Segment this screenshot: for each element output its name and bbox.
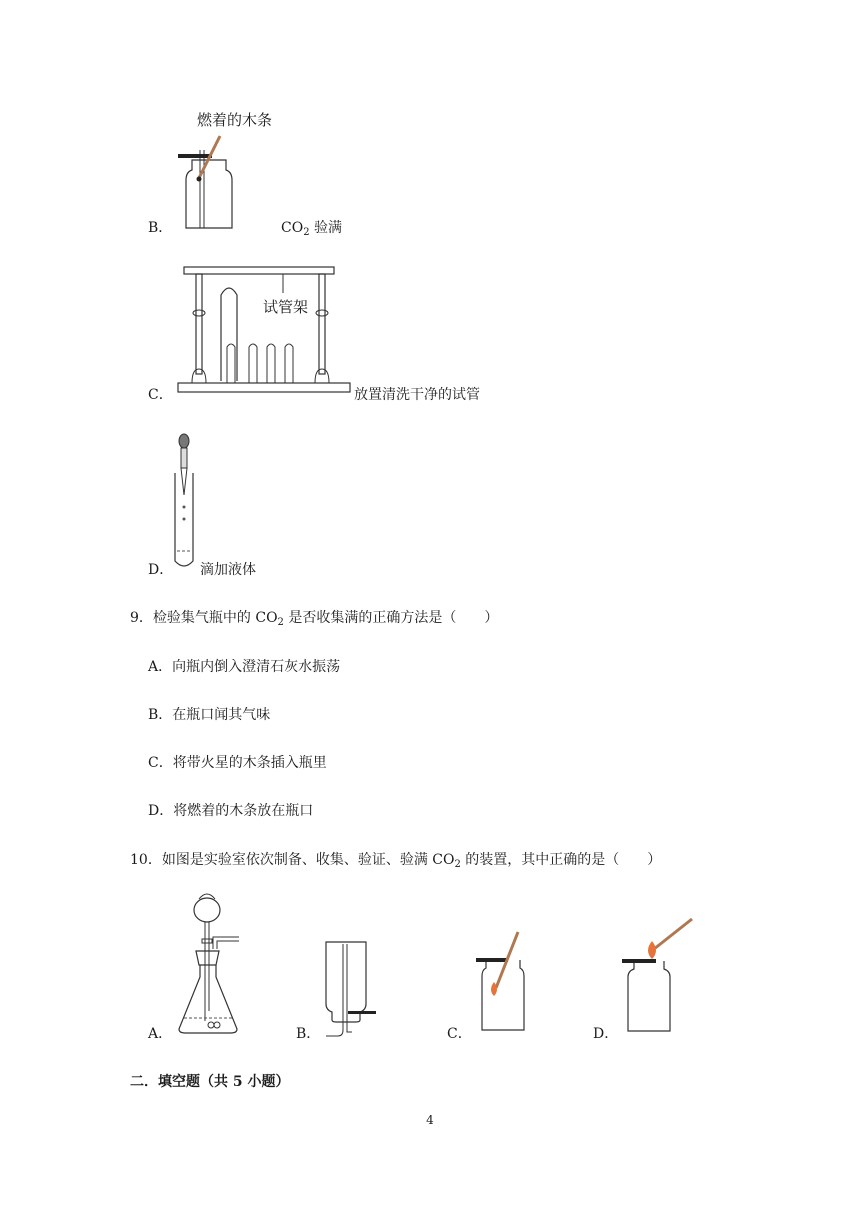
test-tube-rack-figure [176, 265, 354, 395]
option-b-caption: $CO_2$ 验满 [281, 220, 343, 238]
burning-stick-label: 燃着的木条 [197, 111, 273, 129]
section-title: 二．填空题（共 5 小题） [130, 1074, 290, 1090]
option-c-caption: 放置清洗干净的试管 [354, 387, 480, 403]
q10-letter-b: B． [296, 1026, 321, 1042]
question-9-option-b: B．在瓶口闻其气味 [148, 707, 271, 723]
question-9-stem: 9．检验集气瓶中的 $CO_2$ 是否收集满的正确方法是（ ） [130, 610, 499, 628]
co2-verify-figure [474, 930, 534, 1032]
dropper-figure [170, 433, 200, 573]
option-d-caption: 滴加液体 [200, 562, 256, 578]
q10-letter-c: C． [447, 1026, 472, 1042]
question-10-stem: 10．如图是实验室依次制备、收集、验证、验满 $CO_2$ 的装置，其中正确的是（ ） [130, 852, 662, 870]
rack-label: 试管架 [263, 298, 309, 316]
question-9-option-d: D．将燃着的木条放在瓶口 [148, 803, 314, 819]
question-9-option-c: C．将带火星的木条插入瓶里 [148, 755, 327, 771]
option-d-letter: D． [148, 562, 174, 578]
co2-generator-figure [175, 893, 245, 1039]
co2-full-test-figure [172, 128, 242, 228]
option-b-letter: B． [148, 220, 173, 236]
q10-letter-a: A． [148, 1026, 173, 1042]
q10-letter-d: D． [593, 1026, 619, 1042]
co2-full-check-figure [620, 915, 700, 1033]
question-9-option-a: A．向瓶内倒入澄清石灰水振荡 [148, 659, 341, 675]
co2-collection-figure [318, 940, 378, 1040]
page-number: 4 [426, 1113, 434, 1127]
option-c-letter: C． [148, 387, 173, 403]
